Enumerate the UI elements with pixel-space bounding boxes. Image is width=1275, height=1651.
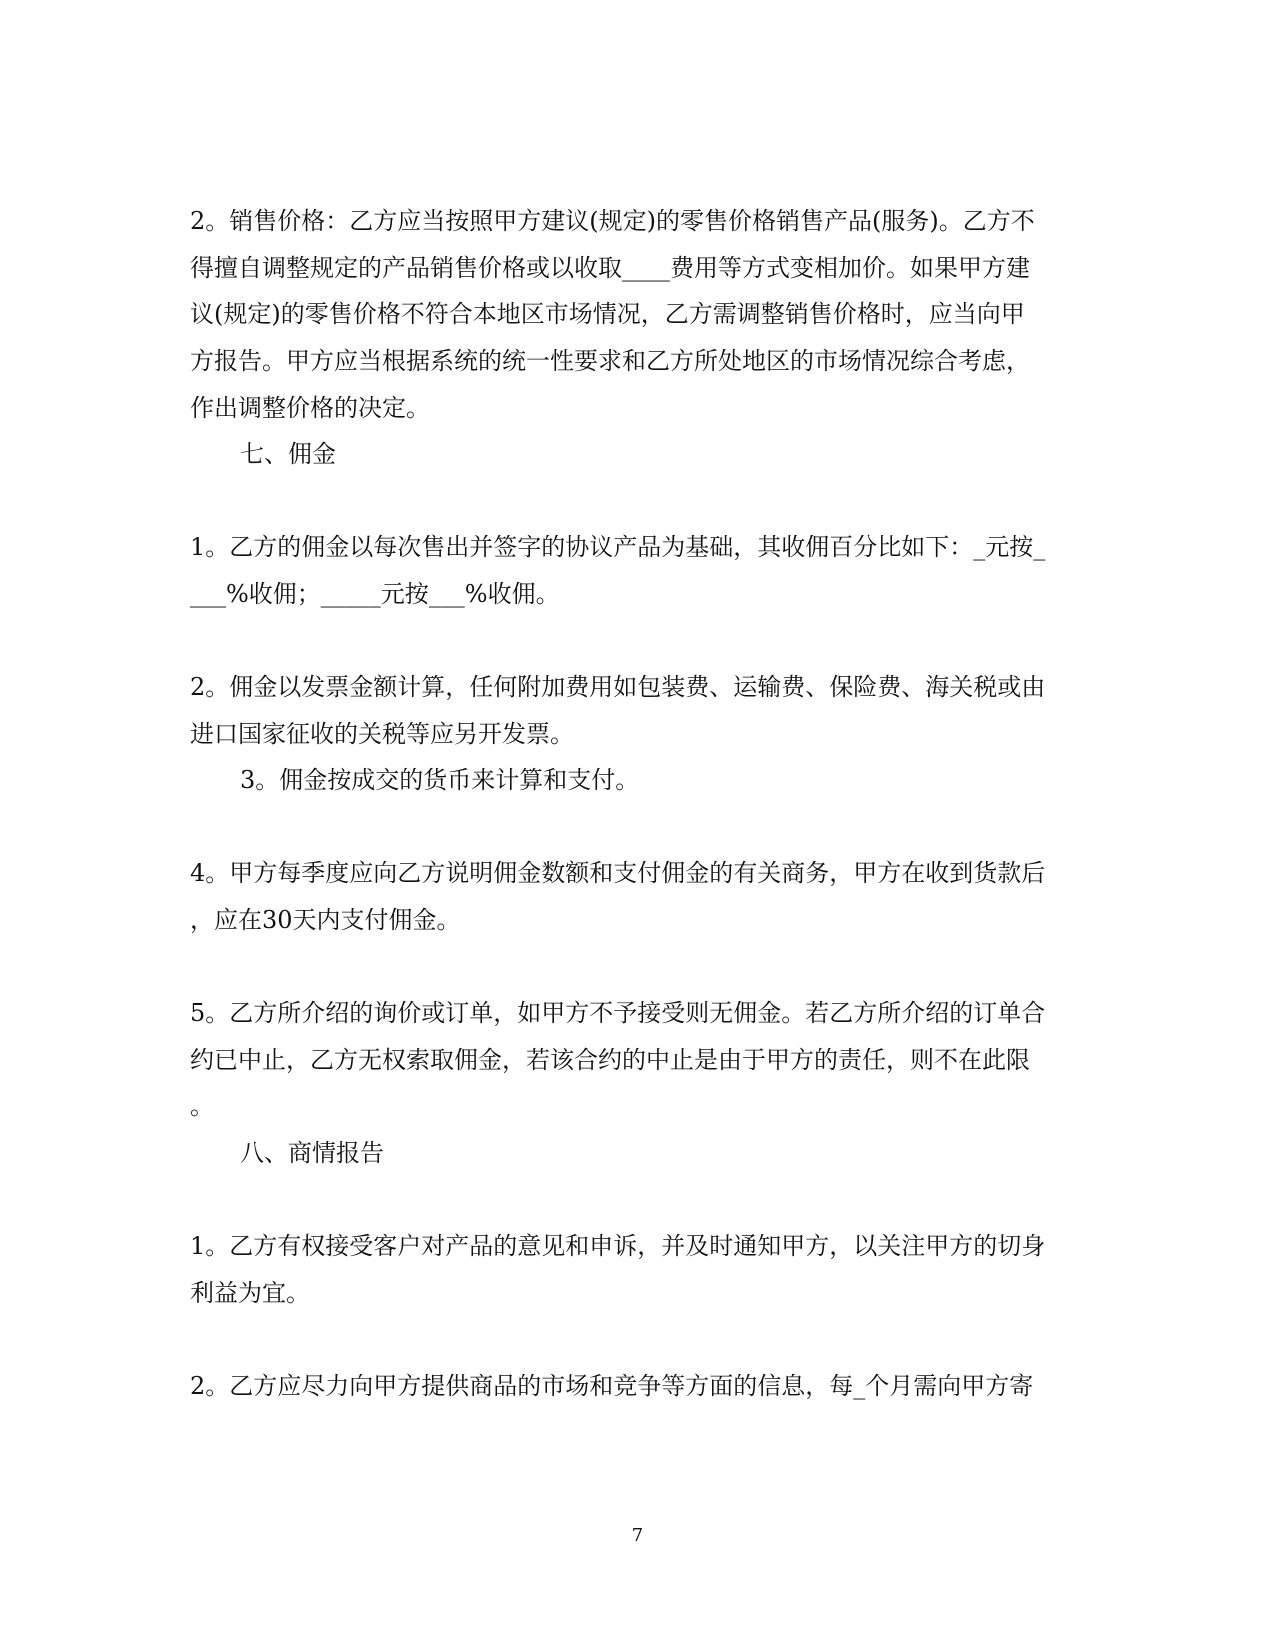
text-line: 利益为宜。 — [190, 1279, 310, 1307]
text-line: 4。甲方每季度应向乙方说明佣金数额和支付佣金的有关商务，甲方在收到货款后 — [190, 859, 1046, 887]
text-line: 进口国家征收的关税等应另开发票。 — [190, 720, 574, 748]
text-line: 作出调整价格的决定。 — [190, 394, 430, 422]
page-number: 7 — [631, 1525, 644, 1546]
text-line: ，应在30天内支付佣金。 — [190, 906, 461, 934]
text-line: 方报告。甲方应当根据系统的统一性要求和乙方所处地区的市场情况综合考虑， — [190, 347, 1030, 375]
text-line: 2。乙方应尽力向甲方提供商品的市场和竞争等方面的信息，每_个月需向甲方寄 — [190, 1372, 1034, 1400]
text-line: 。 — [190, 1092, 214, 1120]
section-heading: 八、商情报告 — [240, 1139, 384, 1167]
text-line: ___%收佣；_____元按___%收佣。 — [190, 580, 560, 608]
text-line: 1。乙方的佣金以每次售出并签字的协议产品为基础，其收佣百分比如下：_元按_ — [190, 533, 1046, 561]
text-line: 约已中止，乙方无权索取佣金，若该合约的中止是由于甲方的责任，则不在此限 — [190, 1046, 1030, 1074]
text-line: 3。佣金按成交的货币来计算和支付。 — [240, 766, 640, 794]
section-heading: 七、佣金 — [240, 440, 336, 468]
text-line: 2。销售价格：乙方应当按照甲方建议(规定)的零售价格销售产品(服务)。乙方不 — [190, 207, 1035, 235]
text-line: 议(规定)的零售价格不符合本地区市场情况，乙方需调整销售价格时，应当向甲 — [190, 300, 1025, 328]
text-line: 2。佣金以发票金额计算，任何附加费用如包装费、运输费、保险费、海关税或由 — [190, 673, 1046, 701]
text-line: 1。乙方有权接受客户对产品的意见和申诉，并及时通知甲方，以关注甲方的切身 — [190, 1232, 1046, 1260]
text-line: 5。乙方所介绍的询价或订单，如甲方不予接受则无佣金。若乙方所介绍的订单合 — [190, 999, 1046, 1027]
text-line: 得擅自调整规定的产品销售价格或以收取____费用等方式变相加价。如果甲方建 — [190, 254, 1030, 282]
